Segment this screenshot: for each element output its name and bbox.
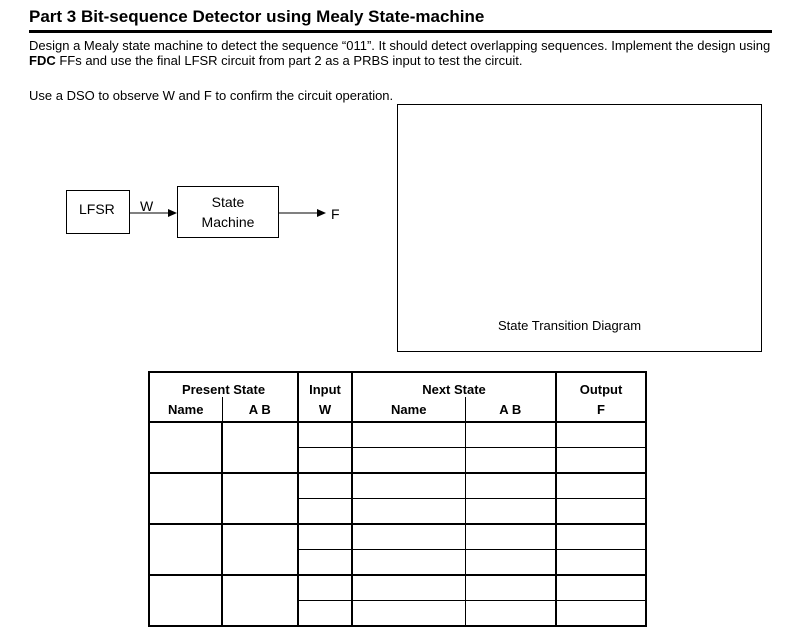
next-ab-cell[interactable] xyxy=(465,550,556,576)
present-ab-cell[interactable] xyxy=(222,524,298,575)
input-cell[interactable] xyxy=(298,473,352,499)
subheader-name: Name xyxy=(149,397,222,422)
next-name-cell[interactable] xyxy=(352,524,465,550)
present-ab-cell[interactable] xyxy=(222,473,298,524)
next-name-cell[interactable] xyxy=(352,448,465,474)
subheader-next-ab: A B xyxy=(465,397,556,422)
state-machine-label-2: Machine xyxy=(201,214,255,230)
header-input: Input xyxy=(298,372,352,397)
input-cell[interactable] xyxy=(298,422,352,448)
output-cell[interactable] xyxy=(556,448,646,474)
output-cell[interactable] xyxy=(556,601,646,627)
output-cell[interactable] xyxy=(556,422,646,448)
present-name-cell[interactable] xyxy=(149,473,222,524)
lfsr-label: LFSR xyxy=(79,201,115,217)
present-ab-cell[interactable] xyxy=(222,575,298,626)
subheader-next-name: Name xyxy=(352,397,465,422)
input-cell[interactable] xyxy=(298,448,352,474)
input-cell[interactable] xyxy=(298,550,352,576)
next-ab-cell[interactable] xyxy=(465,448,556,474)
header-present-state: Present State xyxy=(149,372,298,397)
header-next-state: Next State xyxy=(352,372,556,397)
next-name-cell[interactable] xyxy=(352,550,465,576)
state-diagram-label: State Transition Diagram xyxy=(498,318,642,333)
output-cell[interactable] xyxy=(556,473,646,499)
input-cell[interactable] xyxy=(298,524,352,550)
subheader-ab: A B xyxy=(222,397,298,422)
output-cell[interactable] xyxy=(556,575,646,601)
state-machine-label-1: State xyxy=(211,194,245,210)
w-signal-label: W xyxy=(140,198,154,214)
next-ab-cell[interactable] xyxy=(465,575,556,601)
subheader-f: F xyxy=(556,397,646,422)
present-name-cell[interactable] xyxy=(149,524,222,575)
input-cell[interactable] xyxy=(298,601,352,627)
next-ab-cell[interactable] xyxy=(465,422,556,448)
next-name-cell[interactable] xyxy=(352,499,465,525)
dso-instruction: Use a DSO to observe W and F to confirm the circuit operation. xyxy=(29,88,394,103)
subheader-w: W xyxy=(298,397,352,422)
para-bold-fdc: FDC xyxy=(29,53,56,68)
output-cell[interactable] xyxy=(556,499,646,525)
next-name-cell[interactable] xyxy=(352,601,465,627)
state-table xyxy=(148,371,647,627)
next-ab-cell[interactable] xyxy=(465,601,556,627)
next-name-cell[interactable] xyxy=(352,473,465,499)
header-output: Output xyxy=(556,372,646,397)
f-signal-label: F xyxy=(331,206,340,222)
next-ab-cell[interactable] xyxy=(465,524,556,550)
present-ab-cell[interactable] xyxy=(222,422,298,473)
next-name-cell[interactable] xyxy=(352,422,465,448)
next-name-cell[interactable] xyxy=(352,575,465,601)
input-cell[interactable] xyxy=(298,499,352,525)
output-cell[interactable] xyxy=(556,550,646,576)
present-name-cell[interactable] xyxy=(149,422,222,473)
next-ab-cell[interactable] xyxy=(465,473,556,499)
f-arrowhead xyxy=(317,209,326,217)
w-arrowhead xyxy=(168,209,177,217)
output-cell[interactable] xyxy=(556,524,646,550)
present-name-cell[interactable] xyxy=(149,575,222,626)
section-title: Part 3 Bit-sequence Detector using Mealy State-machine xyxy=(29,7,485,26)
para-text-1: Design a Mealy state machine to detect the sequence “011”. It should detect overlapping sequences. Implement the design using xyxy=(29,38,771,53)
next-ab-cell[interactable] xyxy=(465,499,556,525)
input-cell[interactable] xyxy=(298,575,352,601)
para-text-2: FFs and use the final LFSR circuit from part 2 as a PRBS input to test the circuit. xyxy=(55,53,523,68)
